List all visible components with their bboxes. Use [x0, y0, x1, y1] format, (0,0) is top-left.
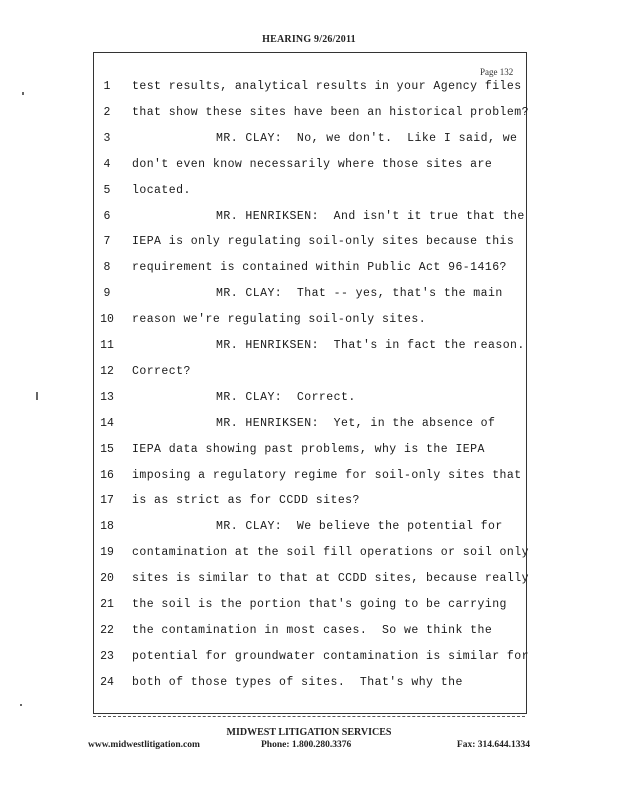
transcript-line: [0, 469, 618, 485]
transcript-line: [0, 676, 618, 692]
scan-speck: [22, 92, 24, 95]
line-number: 9: [103, 287, 111, 301]
transcript-line: [0, 391, 618, 407]
transcript-line: [0, 261, 618, 277]
footer-phone: Phone: 1.800.280.3376: [261, 740, 352, 750]
line-number: 22: [100, 623, 114, 637]
line-text: both of those types of sites. That's why the: [132, 675, 463, 689]
line-number: 14: [100, 416, 114, 430]
line-text: imposing a regulatory regime for soil-only sites that: [132, 468, 522, 482]
transcript-line: [0, 287, 618, 303]
transcript-line: [0, 80, 618, 96]
transcript-line: [0, 624, 618, 640]
transcript-line: [0, 365, 618, 381]
transcript-line: [0, 650, 618, 666]
line-number: 7: [103, 235, 111, 249]
transcript-line: [0, 158, 618, 174]
line-text: MR. CLAY: We believe the potential for: [216, 520, 503, 534]
transcript-line: [0, 520, 618, 536]
line-number: 11: [100, 339, 114, 352]
line-text: reason we're regulating soil-only sites.: [132, 313, 427, 327]
footer-title: MIDWEST LITIGATION SERVICES: [226, 727, 392, 738]
line-number: 1: [103, 80, 111, 93]
line-number: 19: [100, 546, 114, 560]
line-text: the contamination in most cases. So we think the: [132, 623, 493, 637]
footer-website: www.midwestlitigation.com: [88, 740, 200, 750]
line-number: 15: [100, 442, 114, 456]
line-number: 5: [103, 183, 111, 197]
transcript-line: [0, 417, 618, 433]
line-number: 23: [100, 649, 114, 663]
line-text: don't even know necessarily where those sites are: [132, 157, 493, 171]
line-number: 2: [103, 105, 111, 119]
line-text: MR. HENRIKSEN: Yet, in the absence of: [216, 416, 496, 430]
page-number: Page 132: [480, 67, 514, 77]
transcript-line: [0, 598, 618, 614]
bottom-rule: [93, 716, 525, 717]
line-text: potential for groundwater contamination is similar for: [132, 649, 529, 663]
line-text: requirement is contained within Public Act 96-1416?: [132, 261, 507, 275]
line-number: 4: [103, 157, 111, 171]
transcript-line: [0, 339, 618, 355]
line-text: test results, analytical results in your Agency files: [132, 80, 522, 93]
line-text: MR. CLAY: That -- yes, that's the main: [216, 287, 503, 301]
transcript-line: [0, 494, 618, 510]
transcript-line: [0, 572, 618, 588]
transcript-line: [0, 106, 618, 122]
transcript-line: [0, 313, 618, 329]
line-number: 24: [100, 675, 114, 689]
scan-speck: [20, 704, 22, 706]
line-number: 12: [100, 364, 114, 378]
line-text: IEPA is only regulating soil-only sites because this: [132, 235, 515, 249]
line-text: the soil is the portion that's going to be carrying: [132, 598, 507, 611]
line-number: 20: [100, 572, 114, 586]
transcript-frame: [93, 52, 527, 714]
transcript-line: [0, 443, 618, 459]
footer-fax: Fax: 314.644.1334: [456, 740, 530, 750]
line-number: 13: [100, 390, 114, 404]
line-text: MR. CLAY: No, we don't. Like I said, we: [216, 131, 518, 145]
line-number: 8: [103, 261, 111, 275]
line-text: that show these sites have been an historical problem?: [132, 105, 529, 119]
transcript-line: [0, 235, 618, 251]
line-number: 17: [100, 494, 114, 508]
transcript-header: HEARING 9/26/2011: [262, 34, 356, 45]
line-text: sites is similar to that at CCDD sites, because really: [132, 572, 529, 586]
line-text: MR. CLAY: Correct.: [216, 390, 356, 404]
line-number: 10: [100, 313, 114, 327]
transcript-line: [0, 210, 618, 226]
line-number: 18: [100, 520, 114, 534]
line-number: 16: [100, 468, 114, 482]
line-text: Correct?: [132, 364, 191, 378]
line-number: 21: [100, 598, 114, 611]
line-number: 6: [103, 209, 111, 223]
transcript-line: [0, 132, 618, 148]
line-text: contamination at the soil fill operations or soil only: [132, 546, 529, 560]
line-text: MR. HENRIKSEN: And isn't it true that the: [216, 209, 525, 223]
transcript-line: [0, 546, 618, 562]
line-text: is as strict as for CCDD sites?: [132, 494, 360, 508]
line-text: IEPA data showing past problems, why is the IEPA: [132, 442, 485, 456]
scan-speck: [36, 392, 38, 400]
line-text: located.: [132, 183, 191, 197]
line-number: 3: [103, 131, 111, 145]
transcript-line: [0, 184, 618, 200]
line-text: MR. HENRIKSEN: That's in fact the reason.: [216, 339, 525, 352]
